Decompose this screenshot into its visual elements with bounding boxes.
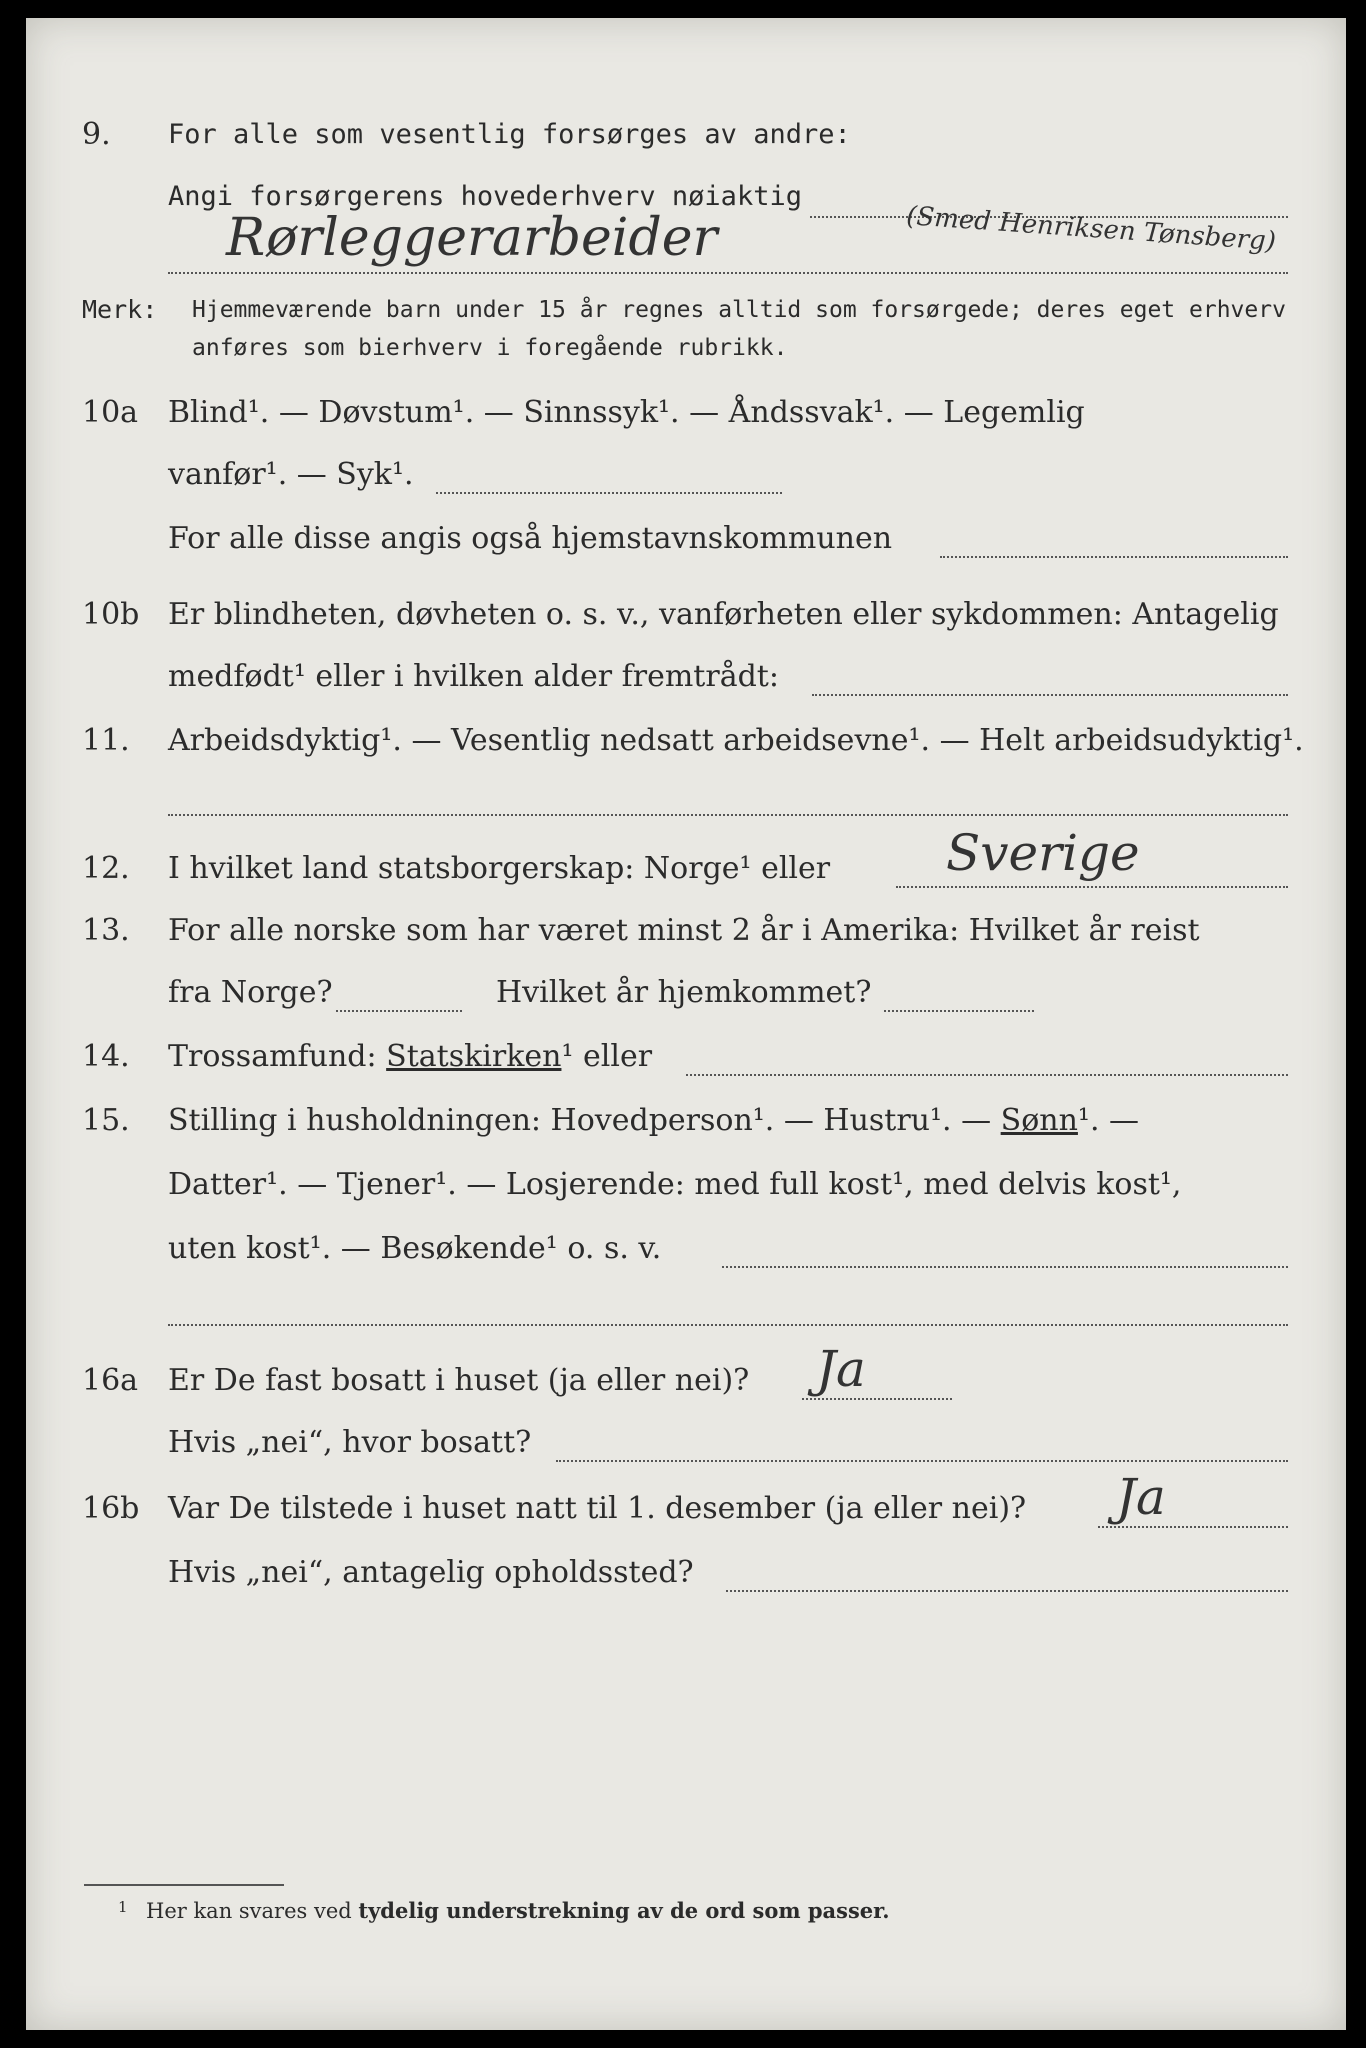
q10a-row-2 — [26, 450, 1346, 500]
q12-row — [26, 844, 1346, 894]
q16b-dotted-line-2 — [726, 1590, 1288, 1592]
q13-dotted-line-1 — [336, 1010, 462, 1012]
q15-row-2 — [26, 1160, 1346, 1210]
q16b-number: 16b — [82, 1491, 140, 1526]
q10b-number: 10b — [82, 597, 140, 632]
q11-dotted-line — [168, 814, 1288, 816]
q14-suffix: ¹ eller — [561, 1039, 653, 1074]
footnote-text-b: tydelig understrekning av de ord som passer. — [358, 1898, 890, 1923]
q13-row-1 — [26, 906, 1346, 956]
q13-dotted-line-2 — [884, 1010, 1034, 1012]
q14-prefix: Trossamfund: — [168, 1039, 377, 1074]
q12-answer-handwriting: Sverige — [946, 824, 1140, 882]
q16a-row-2 — [26, 1418, 1346, 1468]
q15-dotted-line-2 — [168, 1324, 1288, 1326]
q10b-line1: Er blindheten, døvheten o. s. v., vanførheten eller sykdommen: Antagelig — [168, 597, 1279, 632]
q10a-row-3 — [26, 514, 1346, 564]
q15-line2: Datter¹. — Tjener¹. — Losjerende: med full kost¹, med delvis kost¹, — [168, 1167, 1182, 1202]
q9-heading-row — [26, 110, 1346, 160]
q13-line2a: fra Norge? — [168, 975, 333, 1010]
q10a-line2: vanfør¹. — Syk¹. — [168, 457, 414, 492]
q15-line1a: Stilling i husholdningen: Hovedperson¹. — Hustru¹. — — [168, 1103, 992, 1138]
merk-label: Merk: — [82, 295, 158, 324]
footnote — [118, 1898, 890, 1923]
q16a-line2: Hvis „nei“, hvor bosatt? — [168, 1425, 532, 1460]
q9-answer-handwriting: Rørleggerarbeider — [226, 208, 718, 268]
q15-line3: uten kost¹. — Besøkende¹ o. s. v. — [168, 1231, 662, 1266]
q16a-row-1 — [26, 1356, 1346, 1406]
census-form-page — [26, 18, 1346, 2030]
q16a-answer-handwriting: Ja — [816, 1340, 866, 1398]
q15-row-3 — [26, 1224, 1346, 1274]
q10b-dotted-line — [812, 694, 1288, 696]
q16a-line1: Er De fast bosatt i huset (ja eller nei)? — [168, 1363, 750, 1398]
footnote-rule — [84, 1884, 284, 1886]
q16b-row-2 — [26, 1548, 1346, 1598]
q16b-line2: Hvis „nei“, antagelig opholdssted? — [168, 1555, 694, 1590]
q14-text — [168, 1032, 652, 1082]
q9-number: 9. — [82, 117, 111, 152]
q10a-dotted-line-2 — [940, 556, 1288, 558]
q15-sonn-underlined: Sønn — [1000, 1103, 1078, 1138]
merk-row-2 — [26, 330, 1346, 380]
q15-line1c: ¹. — — [1077, 1103, 1140, 1138]
q13-row-2 — [26, 968, 1346, 1018]
q10a-number: 10a — [82, 395, 139, 430]
q10b-row-1 — [26, 590, 1346, 640]
merk-line2: anføres som bierhverv i foregående rubrikk. — [192, 335, 788, 361]
q11-line1: Arbeidsdyktig¹. — Vesentlig nedsatt arbeidsevne¹. — Helt arbeidsudyktig¹. — [168, 723, 1304, 758]
q10a-line1: Blind¹. — Døvstum¹. — Sinnssyk¹. — Åndssvak¹. — Legemlig — [168, 395, 1085, 430]
q16b-line1: Var De tilstede i huset natt til 1. desember (ja eller nei)? — [168, 1491, 1027, 1526]
q10b-line2: medfødt¹ eller i hvilken alder fremtrådt: — [168, 659, 779, 694]
q12-number: 12. — [82, 851, 130, 886]
q16a-dotted-line — [802, 1398, 952, 1400]
q11-row — [26, 716, 1346, 766]
footnote-text-a: Her kan svares ved — [146, 1899, 352, 1923]
footnote-marker: 1 — [118, 1898, 128, 1916]
q13-number: 13. — [82, 913, 130, 948]
q16a-number: 16a — [82, 1363, 139, 1398]
q10a-dotted-line-1 — [436, 492, 782, 494]
q10b-row-2 — [26, 652, 1346, 702]
q12-dotted-line — [896, 886, 1288, 888]
q14-number: 14. — [82, 1039, 130, 1074]
q12-line1: I hvilket land statsborgerskap: Norge¹ eller — [168, 851, 831, 886]
q15-number: 15. — [82, 1103, 130, 1138]
q11-number: 11. — [82, 723, 130, 758]
q14-row — [26, 1032, 1346, 1082]
q14-statskirken-underlined: Statskirken — [386, 1039, 562, 1074]
q15-dotted-line-1 — [722, 1266, 1288, 1268]
q15-line1 — [168, 1096, 1139, 1146]
q13-line1: For alle norske som har været minst 2 år i Amerika: Hvilket år reist — [168, 913, 1200, 948]
q10a-line3: For alle disse angis også hjemstavnskommunen — [168, 521, 893, 556]
merk-line1: Hjemmeværende barn under 15 år regnes alltid som forsørgede; deres eget erhverv — [192, 297, 1286, 323]
q16b-answer-handwriting: Ja — [1116, 1468, 1166, 1526]
q9-dotted-line-2 — [168, 272, 1288, 274]
q9-answer-note-handwriting: (Smed Henriksen Tønsberg) — [905, 201, 1277, 257]
q13-line2b: Hvilket år hjemkommet? — [496, 975, 872, 1010]
q10a-row-1 — [26, 388, 1346, 438]
q14-dotted-line — [686, 1074, 1288, 1076]
q16b-dotted-line — [1098, 1526, 1288, 1528]
q16a-dotted-line-2 — [556, 1460, 1288, 1462]
q15-row-1 — [26, 1096, 1346, 1146]
q9-line2: Angi forsørgerens hovederhverv nøiaktig — [168, 181, 802, 212]
q9-heading: For alle som vesentlig forsørges av andre: — [168, 119, 851, 150]
